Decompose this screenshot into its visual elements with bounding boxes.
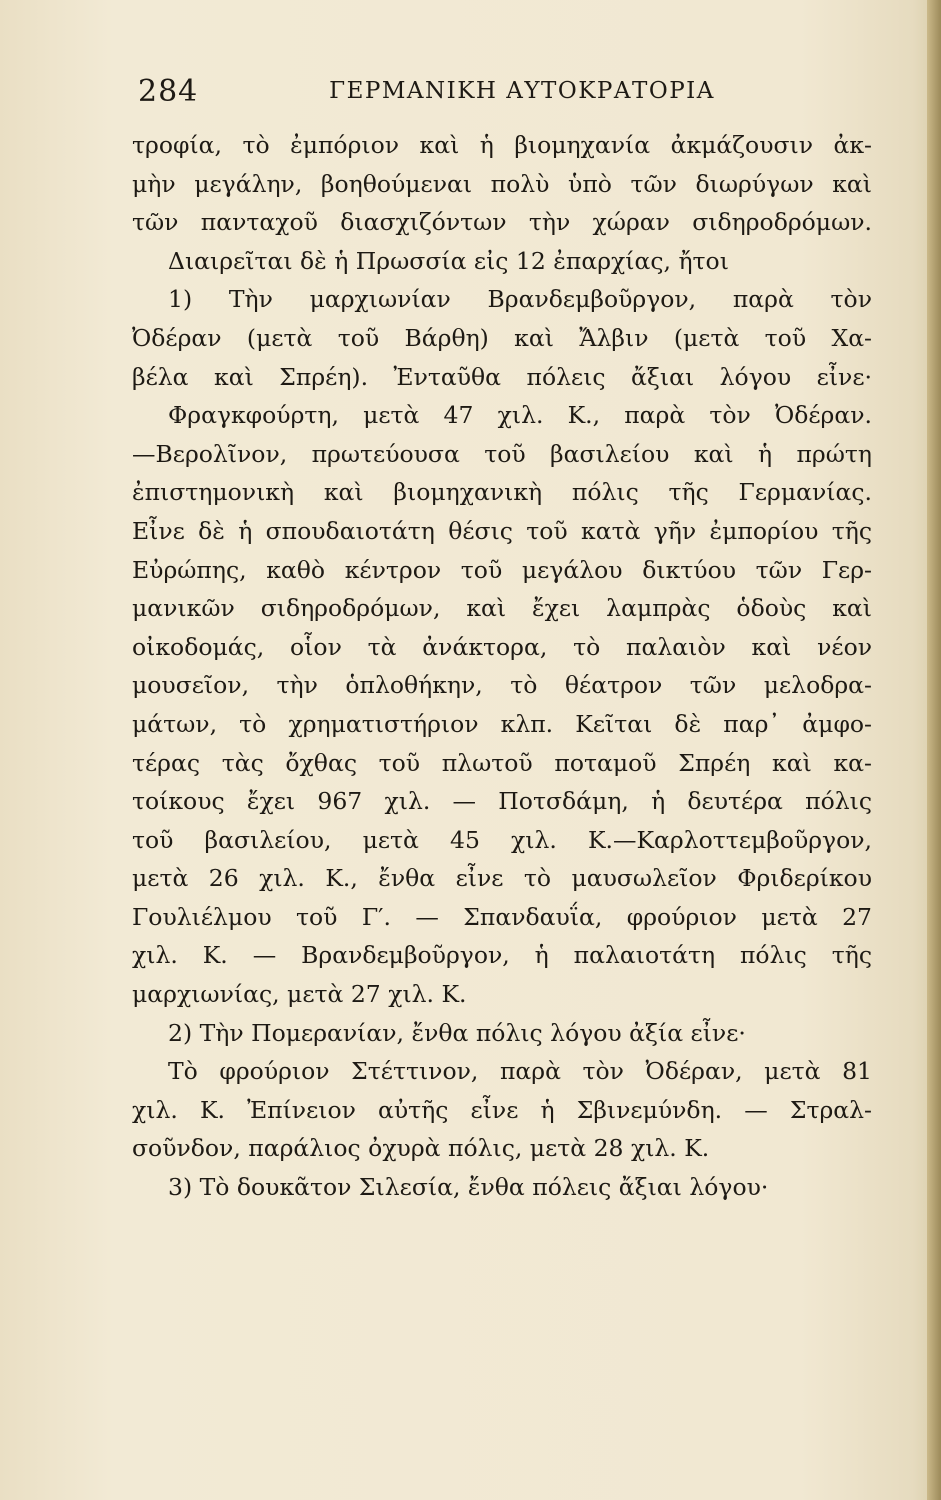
page-edge bbox=[927, 0, 941, 1500]
text-line: μετὰ 26 χιλ. Κ., ἔνθα εἶνε τὸ μαυσωλεῖον Φριδερίκου bbox=[132, 864, 872, 893]
text-line: τέρας τὰς ὄχθας τοῦ πλωτοῦ ποταμοῦ Σπρέη καὶ κα- bbox=[132, 748, 872, 777]
text-line: μὴν μεγάλην, βοηθούμεναι πολὺ ὑπὸ τῶν διωρύγων καὶ bbox=[132, 169, 872, 198]
text-line: σοῦνδον, παράλιος ὀχυρὰ πόλις, μετὰ 28 χιλ. Κ. bbox=[132, 1134, 710, 1163]
page-number: 284 bbox=[138, 74, 199, 109]
text-line: τῶν πανταχοῦ διασχιζόντων τὴν χώραν σιδηροδρόμων. bbox=[132, 208, 872, 237]
text-line: 1) Τὴν μαρχιωνίαν Βρανδεμβοῦργον, παρὰ τὸν bbox=[168, 285, 872, 314]
text-line: μανικῶν σιδηροδρόμων, καὶ ἔχει λαμπρὰς ὁδοὺς καὶ bbox=[132, 594, 872, 623]
text-line: μάτων, τὸ χρηματιστήριον κλπ. Κεῖται δὲ παρ᾽ ἀμφο- bbox=[132, 709, 872, 738]
running-title: ΓΕΡΜΑΝΙΚΗ ΑΥΤΟΚΡΑΤΟΡΙΑ bbox=[329, 78, 715, 104]
text-line: τροφία, τὸ ἐμπόριον καὶ ἡ βιομηχανία ἀκμάζουσιν ἀκ- bbox=[132, 131, 872, 159]
text-line: χιλ. Κ. Ἐπίνειον αὐτῆς εἶνε ἡ Σβινεμύνδη. — Στραλ- bbox=[132, 1095, 872, 1124]
text-line: 3) Τὸ δουκᾶτον Σιλεσία, ἔνθα πόλεις ἄξιαι λόγου· bbox=[168, 1173, 769, 1202]
text-line: τοῦ βασιλείου, μετὰ 45 χιλ. Κ.—Καρλοττεμβοῦργον, bbox=[132, 825, 872, 854]
text-line: μαρχιωνίας, μετὰ 27 χιλ. Κ. bbox=[132, 980, 467, 1009]
text-line: Διαιρεῖται δὲ ἡ Πρωσσία εἰς 12 ἐπαρχίας, ἤτοι bbox=[168, 246, 729, 275]
text-line: Εὐρώπης, καθὸ κέντρον τοῦ μεγάλου δικτύου τῶν Γερ- bbox=[132, 555, 872, 584]
page-header bbox=[132, 70, 872, 118]
text-line: ἐπιστημονικὴ καὶ βιομηχανικὴ πόλις τῆς Γερμανίας. bbox=[132, 478, 872, 507]
text-line: 2) Τὴν Πομερανίαν, ἔνθα πόλις λόγου ἀξία εἶνε· bbox=[168, 1018, 746, 1047]
text-line: χιλ. Κ. — Βρανδεμβοῦργον, ἡ παλαιοτάτη πόλις τῆς bbox=[132, 941, 872, 970]
text-line: τοίκους ἔχει 967 χιλ. — Ποτσδάμη, ἡ δευτέρα πόλις bbox=[132, 787, 872, 816]
text-line: οἰκοδομάς, οἷον τὰ ἀνάκτορα, τὸ παλαιὸν καὶ νέον bbox=[132, 632, 872, 661]
text-line: μουσεῖον, τὴν ὁπλοθήκην, τὸ θέατρον τῶν μελοδρα- bbox=[132, 671, 872, 700]
text-line: Τὸ φρούριον Στέττινον, παρὰ τὸν Ὀδέραν, μετὰ 81 bbox=[168, 1057, 872, 1086]
text-line: Γουλιέλμου τοῦ Γ′. — Σπανδαυΐα, φρούριον μετὰ 27 bbox=[132, 902, 872, 931]
text-line: Ὀδέραν (μετὰ τοῦ Βάρθη) καὶ Ἄλβιν (μετὰ τοῦ Χα- bbox=[132, 323, 872, 352]
body-text bbox=[132, 126, 872, 1207]
text-line: —Βερολῖνον, πρωτεύουσα τοῦ βασιλείου καὶ ἡ πρώτη bbox=[132, 439, 872, 468]
text-line: βέλα καὶ Σπρέη). Ἐνταῦθα πόλεις ἄξιαι λόγου εἶνε· bbox=[132, 362, 872, 391]
text-line: Εἶνε δὲ ἡ σπουδαιοτάτη θέσις τοῦ κατὰ γῆν ἐμπορίου τῆς bbox=[132, 516, 872, 545]
text-line: Φραγκφούρτη, μετὰ 47 χιλ. Κ., παρὰ τὸν Ὀδέραν. bbox=[168, 401, 872, 430]
